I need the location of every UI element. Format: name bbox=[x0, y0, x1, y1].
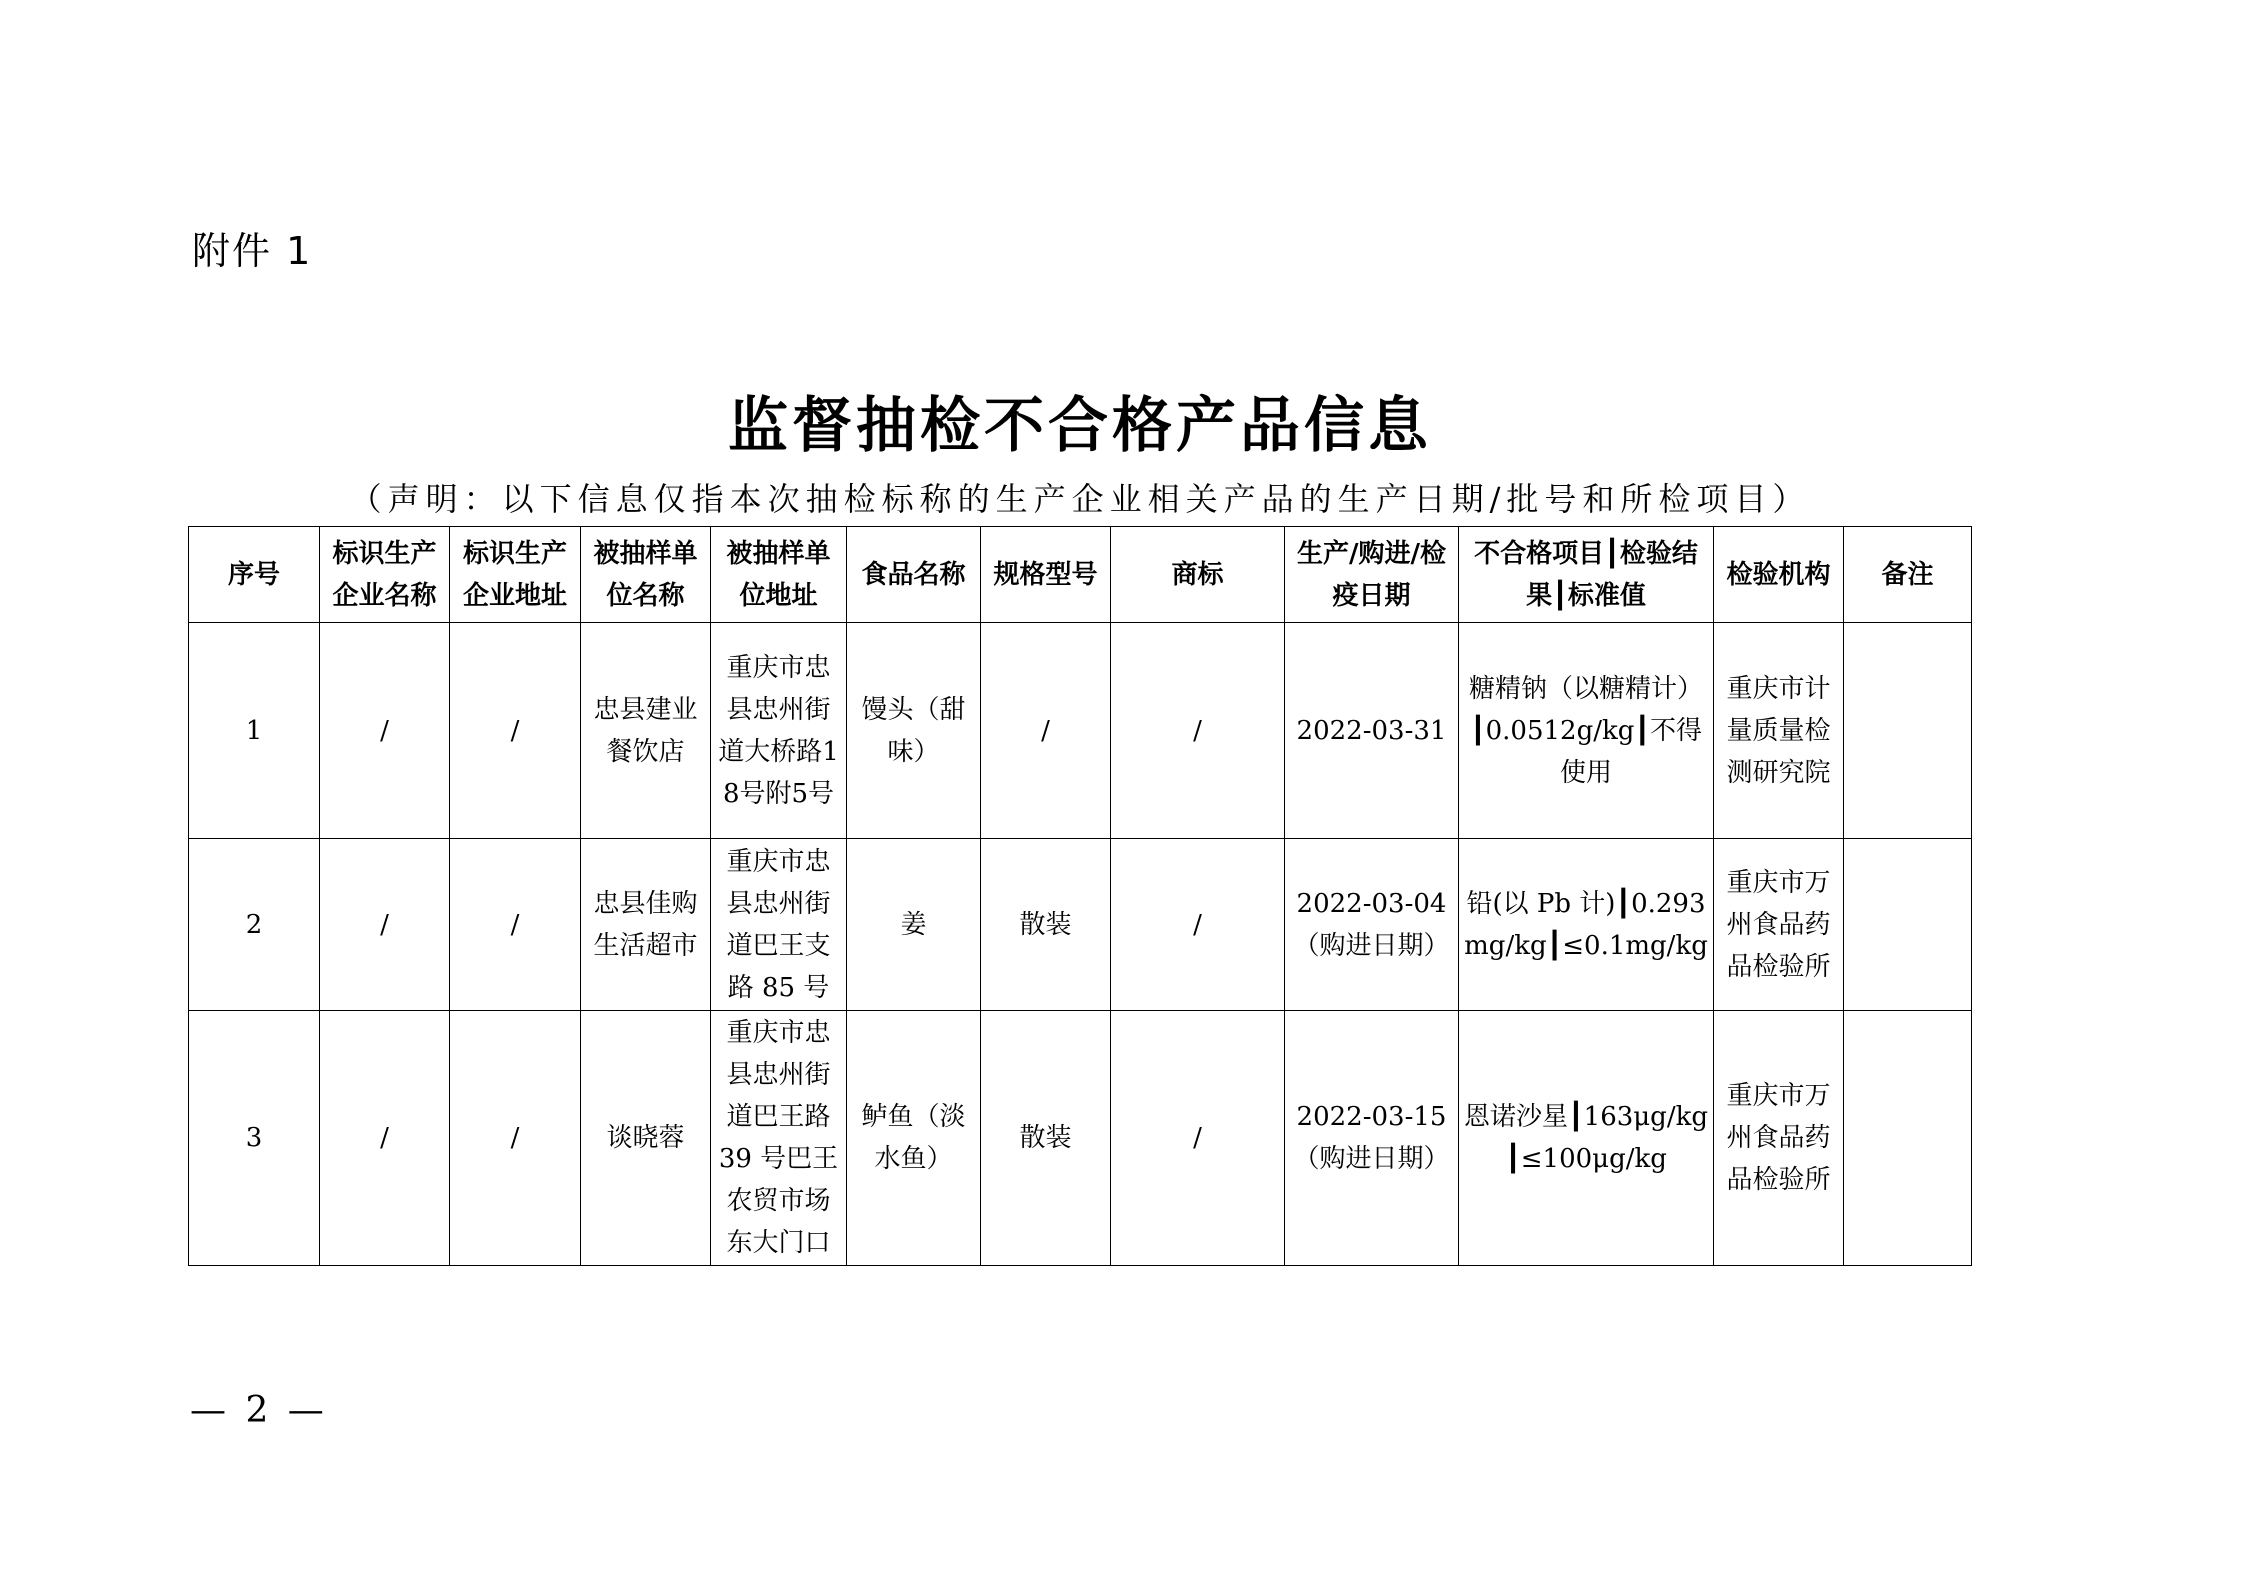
cell-producer-name: / bbox=[320, 839, 450, 1011]
table-header-row bbox=[189, 527, 1972, 623]
cell-remark bbox=[1844, 1011, 1972, 1266]
cell-failed-item: 恩诺沙星┃163μg/kg┃≤100μg/kg bbox=[1459, 1011, 1714, 1266]
cell-brand: / bbox=[1111, 623, 1285, 839]
col-header-producer-name: 标识生产企业名称 bbox=[320, 527, 450, 623]
col-header-remark: 备注 bbox=[1844, 527, 1972, 623]
cell-remark bbox=[1844, 839, 1972, 1011]
cell-date: 2022-03-31 bbox=[1285, 623, 1459, 839]
col-header-spec: 规格型号 bbox=[981, 527, 1111, 623]
col-header-sampled-address: 被抽样单位地址 bbox=[711, 527, 847, 623]
col-header-seq: 序号 bbox=[189, 527, 320, 623]
col-header-food-name: 食品名称 bbox=[847, 527, 981, 623]
cell-date: 2022-03-15（购进日期） bbox=[1285, 1011, 1459, 1266]
cell-producer-address: / bbox=[450, 623, 581, 839]
cell-lab: 重庆市万州食品药品检验所 bbox=[1714, 839, 1844, 1011]
cell-seq: 3 bbox=[189, 1011, 320, 1266]
cell-seq: 1 bbox=[189, 623, 320, 839]
cell-food-name: 鲈鱼（淡水鱼） bbox=[847, 1011, 981, 1266]
page-number: — 2 — bbox=[190, 1390, 328, 1431]
results-table bbox=[188, 526, 1972, 1266]
col-header-sampled-unit: 被抽样单位名称 bbox=[581, 527, 711, 623]
cell-failed-item: 铅(以 Pb 计)┃0.293mg/kg┃≤0.1mg/kg bbox=[1459, 839, 1714, 1011]
cell-sampled-unit: 忠县佳购生活超市 bbox=[581, 839, 711, 1011]
statement-note: （声明：以下信息仅指本次抽检标称的生产企业相关产品的生产日期/批号和所检项目） bbox=[349, 480, 1811, 518]
cell-seq: 2 bbox=[189, 839, 320, 1011]
document-title: 监督抽检不合格产品信息 bbox=[728, 391, 1432, 461]
cell-remark bbox=[1844, 623, 1972, 839]
col-header-date: 生产/购进/检疫日期 bbox=[1285, 527, 1459, 623]
table-row bbox=[189, 839, 1972, 1011]
cell-date: 2022-03-04（购进日期） bbox=[1285, 839, 1459, 1011]
cell-lab: 重庆市计量质量检测研究院 bbox=[1714, 623, 1844, 839]
cell-sampled-unit: 忠县建业餐饮店 bbox=[581, 623, 711, 839]
attachment-label: 附件 1 bbox=[192, 229, 313, 273]
cell-food-name: 馒头（甜味） bbox=[847, 623, 981, 839]
cell-brand: / bbox=[1111, 1011, 1285, 1266]
cell-food-name: 姜 bbox=[847, 839, 981, 1011]
cell-producer-name: / bbox=[320, 623, 450, 839]
cell-producer-address: / bbox=[450, 839, 581, 1011]
col-header-lab: 检验机构 bbox=[1714, 527, 1844, 623]
cell-producer-name: / bbox=[320, 1011, 450, 1266]
cell-producer-address: / bbox=[450, 1011, 581, 1266]
cell-spec: 散装 bbox=[981, 839, 1111, 1011]
col-header-producer-address: 标识生产企业地址 bbox=[450, 527, 581, 623]
col-header-failed-item: 不合格项目┃检验结果┃标准值 bbox=[1459, 527, 1714, 623]
cell-brand: / bbox=[1111, 839, 1285, 1011]
cell-sampled-address: 重庆市忠县忠州街道巴王支路 85 号 bbox=[711, 839, 847, 1011]
cell-sampled-unit: 谈晓蓉 bbox=[581, 1011, 711, 1266]
cell-sampled-address: 重庆市忠县忠州街道大桥路18号附5号 bbox=[711, 623, 847, 839]
table-row bbox=[189, 623, 1972, 839]
cell-sampled-address: 重庆市忠县忠州街道巴王路 39 号巴王农贸市场东大门口 bbox=[711, 1011, 847, 1266]
cell-spec: 散装 bbox=[981, 1011, 1111, 1266]
cell-spec: / bbox=[981, 623, 1111, 839]
col-header-brand: 商标 bbox=[1111, 527, 1285, 623]
table-row bbox=[189, 1011, 1972, 1266]
cell-lab: 重庆市万州食品药品检验所 bbox=[1714, 1011, 1844, 1266]
cell-failed-item: 糖精钠（以糖精计）┃0.0512g/kg┃不得使用 bbox=[1459, 623, 1714, 839]
